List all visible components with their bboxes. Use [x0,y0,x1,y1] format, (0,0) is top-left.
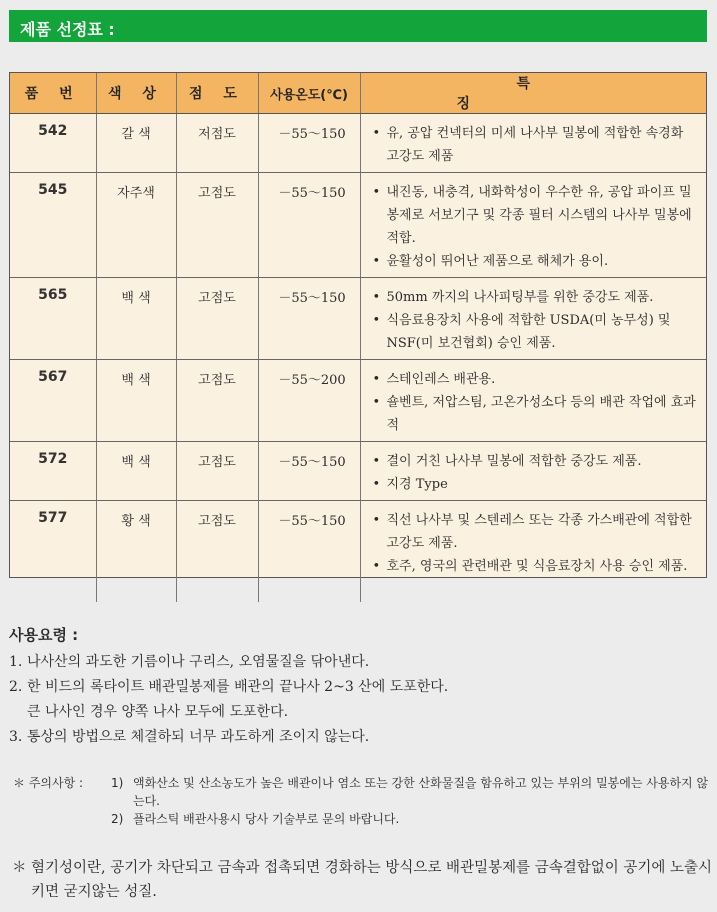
usage-item-number: 1. [9,654,23,670]
product-color: 백 색 [96,360,176,442]
product-features [360,501,706,602]
caution-item-text: 액화산소 및 산소농도가 높은 배관이나 염소 또는 강한 산화물질을 함유하고 있는 부위의 밀봉에는 사용하지 않는다. [133,776,709,808]
caution-label: ＊ 주의사항 : [13,776,84,790]
banner-title: 제품 선정표 : [20,20,115,39]
usage-item [9,675,709,700]
product-viscosity: 고점도 [176,442,258,501]
feature-item: • 결이 거친 나사부 밀봉에 적합한 중강도 제품. [371,450,699,473]
footnote-text: 혐기성이란, 공기가 차단되고 금속과 접촉되면 경화하는 방식으로 배관밀봉제를 금속결합없이 공기에 노출시키면 굳지않는 성질. [31,860,713,900]
usage-item-text: 통상의 방법으로 체결하되 너무 과도하게 조이지 않는다. [27,729,370,745]
page-banner [9,10,707,42]
header-temperature: 사용온도(℃) [258,73,360,114]
product-temperature: －55～150 [258,114,360,173]
feature-item: • 내진동, 내충격, 내화학성이 우수한 유, 공압 파이프 밀봉제로 서보기구 및 각종 필터 시스템의 나사부 밀봉에 적합. [371,181,699,250]
product-viscosity: 고점도 [176,501,258,602]
usage-item [9,650,709,675]
feature-item: • 식음료용장치 사용에 적합한 USDA(미 농무성) 및 NSF(미 보건협회) 승인 제품. [371,309,699,355]
product-color: 자주색 [96,173,176,278]
feature-item: • 윤활성이 뛰어난 제품으로 해체가 용이. [371,250,699,273]
product-viscosity: 고점도 [176,360,258,442]
product-viscosity: 고점도 [176,278,258,360]
anaerobic-footnote [9,856,713,904]
table-header-row [10,73,706,114]
product-features [360,360,706,442]
usage-title: 사용요령 : [9,626,79,644]
header-features: 특 징 [360,73,706,114]
product-row [10,114,706,173]
feature-item: • 유, 공압 컨넥터의 미세 나사부 밀봉에 적합한 속경화 고강도 제품 [371,122,699,168]
usage-item [9,700,709,725]
feature-item: • 스테인레스 배관용. [371,368,699,391]
product-row [10,278,706,360]
product-color: 갈 색 [96,114,176,173]
header-number: 품 번 [10,73,96,114]
caution-item-number: 2) [111,812,124,826]
usage-item-text: 큰 나사인 경우 양쪽 나사 모두에 도포한다. [27,704,289,720]
caution-item [111,774,709,810]
usage-item-number: 2. [9,679,23,695]
product-viscosity: 고점도 [176,173,258,278]
product-temperature: －55～150 [258,501,360,602]
footnote-star: ＊ [12,860,27,876]
product-row [10,442,706,501]
feature-item: • 호주, 영국의 관련배관 및 식음료장치 사용 승인 제품. [371,555,699,578]
caution-item-text: 플라스틱 배관사용시 당사 기술부로 문의 바랍니다. [133,812,400,826]
caution-notes [9,774,709,828]
product-features [360,114,706,173]
product-color: 황 색 [96,501,176,602]
product-temperature: －55～200 [258,360,360,442]
product-row [10,501,706,602]
usage-item-number [9,700,27,725]
product-row [10,173,706,278]
caution-item-number: 1) [111,776,124,790]
header-viscosity: 점 도 [176,73,258,114]
header-color: 색 상 [96,73,176,114]
product-features [360,278,706,360]
feature-item: • 직선 나사부 및 스텐레스 또는 각종 가스배관에 적합한 고강도 제품. [371,509,699,555]
product-number: 572 [10,442,96,501]
product-temperature: －55～150 [258,278,360,360]
product-number: 545 [10,173,96,278]
product-selection-table [9,72,707,578]
product-features [360,442,706,501]
product-viscosity: 저점도 [176,114,258,173]
product-number: 567 [10,360,96,442]
usage-item-text: 나사산의 과도한 기름이나 구리스, 오염물질을 닦아낸다. [27,654,370,670]
product-number: 577 [10,501,96,602]
product-number: 542 [10,114,96,173]
feature-item: • 50mm 까지의 나사피팅부를 위한 중강도 제품. [371,286,699,309]
feature-item: • 지경 Type [371,473,699,496]
product-row [10,360,706,442]
product-color: 백 색 [96,442,176,501]
caution-item [111,810,709,828]
product-features [360,173,706,278]
usage-item-text: 한 비드의 록타이트 배관밀봉제를 배관의 끝나사 2~3 산에 도포한다. [27,679,449,695]
product-color: 백 색 [96,278,176,360]
product-number: 565 [10,278,96,360]
product-temperature: －55～150 [258,442,360,501]
usage-item-number: 3. [9,729,23,745]
feature-item: • 숄벤트, 저압스팀, 고온가성소다 등의 배관 작업에 효과적 [371,391,699,437]
usage-list [9,650,709,750]
usage-item [9,725,709,750]
product-temperature: －55～150 [258,173,360,278]
